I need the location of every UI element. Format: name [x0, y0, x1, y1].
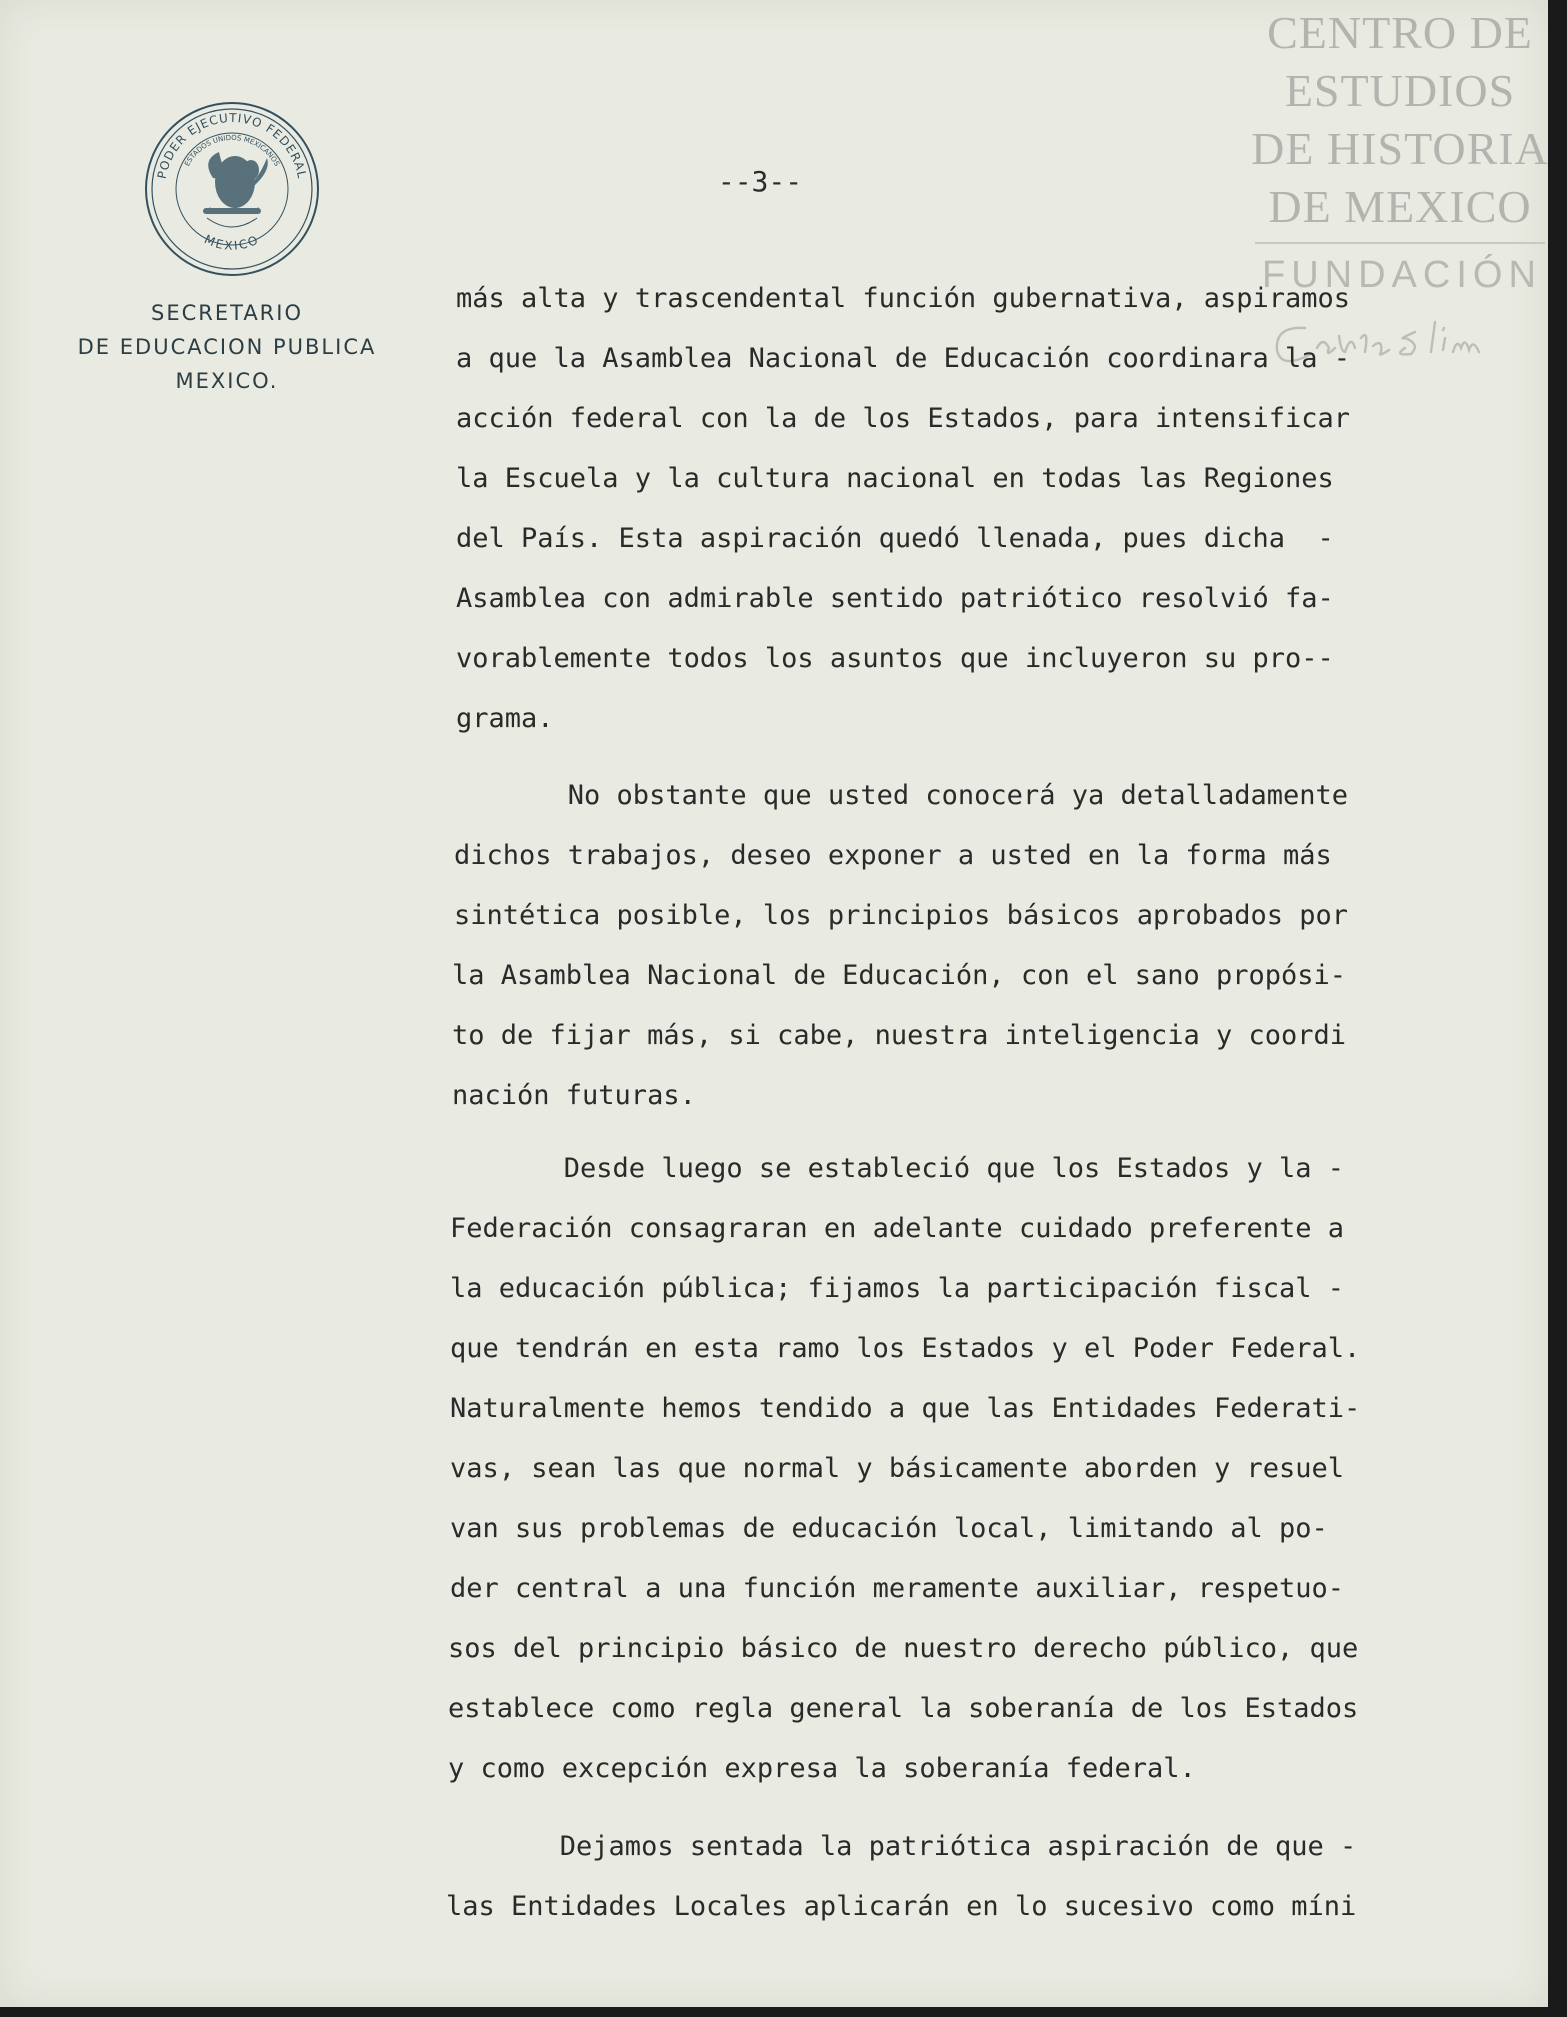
body-line: acción federal con la de los Estados, para intensificar — [456, 403, 1351, 434]
body-line: van sus problemas de educación local, limitando al po- — [450, 1513, 1328, 1544]
body-line: Asamblea con admirable sentido patriótico resolvió fa- — [456, 583, 1334, 614]
body-line: sintética posible, los principios básicos aprobados por — [454, 900, 1349, 931]
letterhead-country: MEXICO. — [175, 369, 279, 393]
body-line: la Asamblea Nacional de Educación, con el sano propósi- — [452, 960, 1347, 991]
letterhead-title: SECRETARIO — [151, 301, 303, 325]
watermark-line-3: DE HISTORIA — [1251, 123, 1549, 174]
body-line: No obstante que usted conocerá ya detalladamente — [454, 780, 1349, 811]
seal-inner-text: ESTADOS UNIDOS MEXICANOS — [183, 133, 281, 168]
body-line: las Entidades Locales aplicarán en lo sucesivo como míni — [446, 1891, 1357, 1922]
watermark-foundation: FUNDACIÓN — [1262, 254, 1542, 296]
seal-outer-text: PODER EJECUTIVO FEDERAL — [154, 110, 310, 181]
body-line: vas, sean las que normal y básicamente aborden y resuel — [450, 1453, 1345, 1484]
body-line: y como excepción expresa la soberanía federal. — [448, 1753, 1196, 1784]
body-line: vorablemente todos los asuntos que incluyeron su pro-- — [456, 643, 1334, 674]
svg-text:MEXICO — [202, 232, 262, 253]
body-line: la educación pública; fijamos la participación fiscal - — [450, 1273, 1345, 1304]
body-line: grama. — [456, 703, 554, 734]
body-line: que tendrán en esta ramo los Estados y el Poder Federal. — [450, 1333, 1361, 1364]
seal-bottom-text: MEXICO — [202, 232, 262, 253]
body-line: la Escuela y la cultura nacional en todas las Regiones — [456, 463, 1334, 494]
page-number: --3-- — [717, 165, 803, 198]
body-line: del País. Esta aspiración quedó llenada, pues dicha - — [456, 523, 1334, 554]
body-line: a que la Asamblea Nacional de Educación coordinara la - — [456, 343, 1351, 374]
body-line: dichos trabajos, deseo exponer a usted en la forma más — [454, 840, 1332, 871]
body-line: Federación consagraran en adelante cuidado preferente a — [450, 1213, 1345, 1244]
body-line: más alta y trascendental función gubernativa, aspiramos — [456, 283, 1351, 314]
watermark-line-1: CENTRO DE — [1267, 7, 1533, 58]
body-line: Dejamos sentada la patriótica aspiración de que - — [446, 1831, 1357, 1862]
body-line: establece como regla general la soberanía de los Estados — [448, 1693, 1359, 1724]
watermark-line-2: ESTUDIOS — [1284, 65, 1516, 116]
watermark-line-4: DE MEXICO — [1268, 181, 1532, 232]
body-line: nación futuras. — [452, 1080, 696, 1111]
letterhead-department: DE EDUCACION PUBLICA — [77, 335, 377, 359]
letterhead — [52, 296, 402, 398]
archive-watermark — [1250, 4, 1550, 236]
body-line: to de fijar más, si cabe, nuestra inteligencia y coordi — [452, 1020, 1347, 1051]
body-line: der central a una función meramente auxiliar, respetuo- — [450, 1573, 1345, 1604]
body-line: sos del principio básico de nuestro derecho público, que — [448, 1633, 1359, 1664]
government-seal-icon — [143, 100, 321, 278]
watermark-divider — [1255, 242, 1545, 244]
body-line: Desde luego se estableció que los Estados y la - — [450, 1153, 1345, 1184]
body-line: Naturalmente hemos tendido a que las Entidades Federati- — [450, 1393, 1361, 1424]
